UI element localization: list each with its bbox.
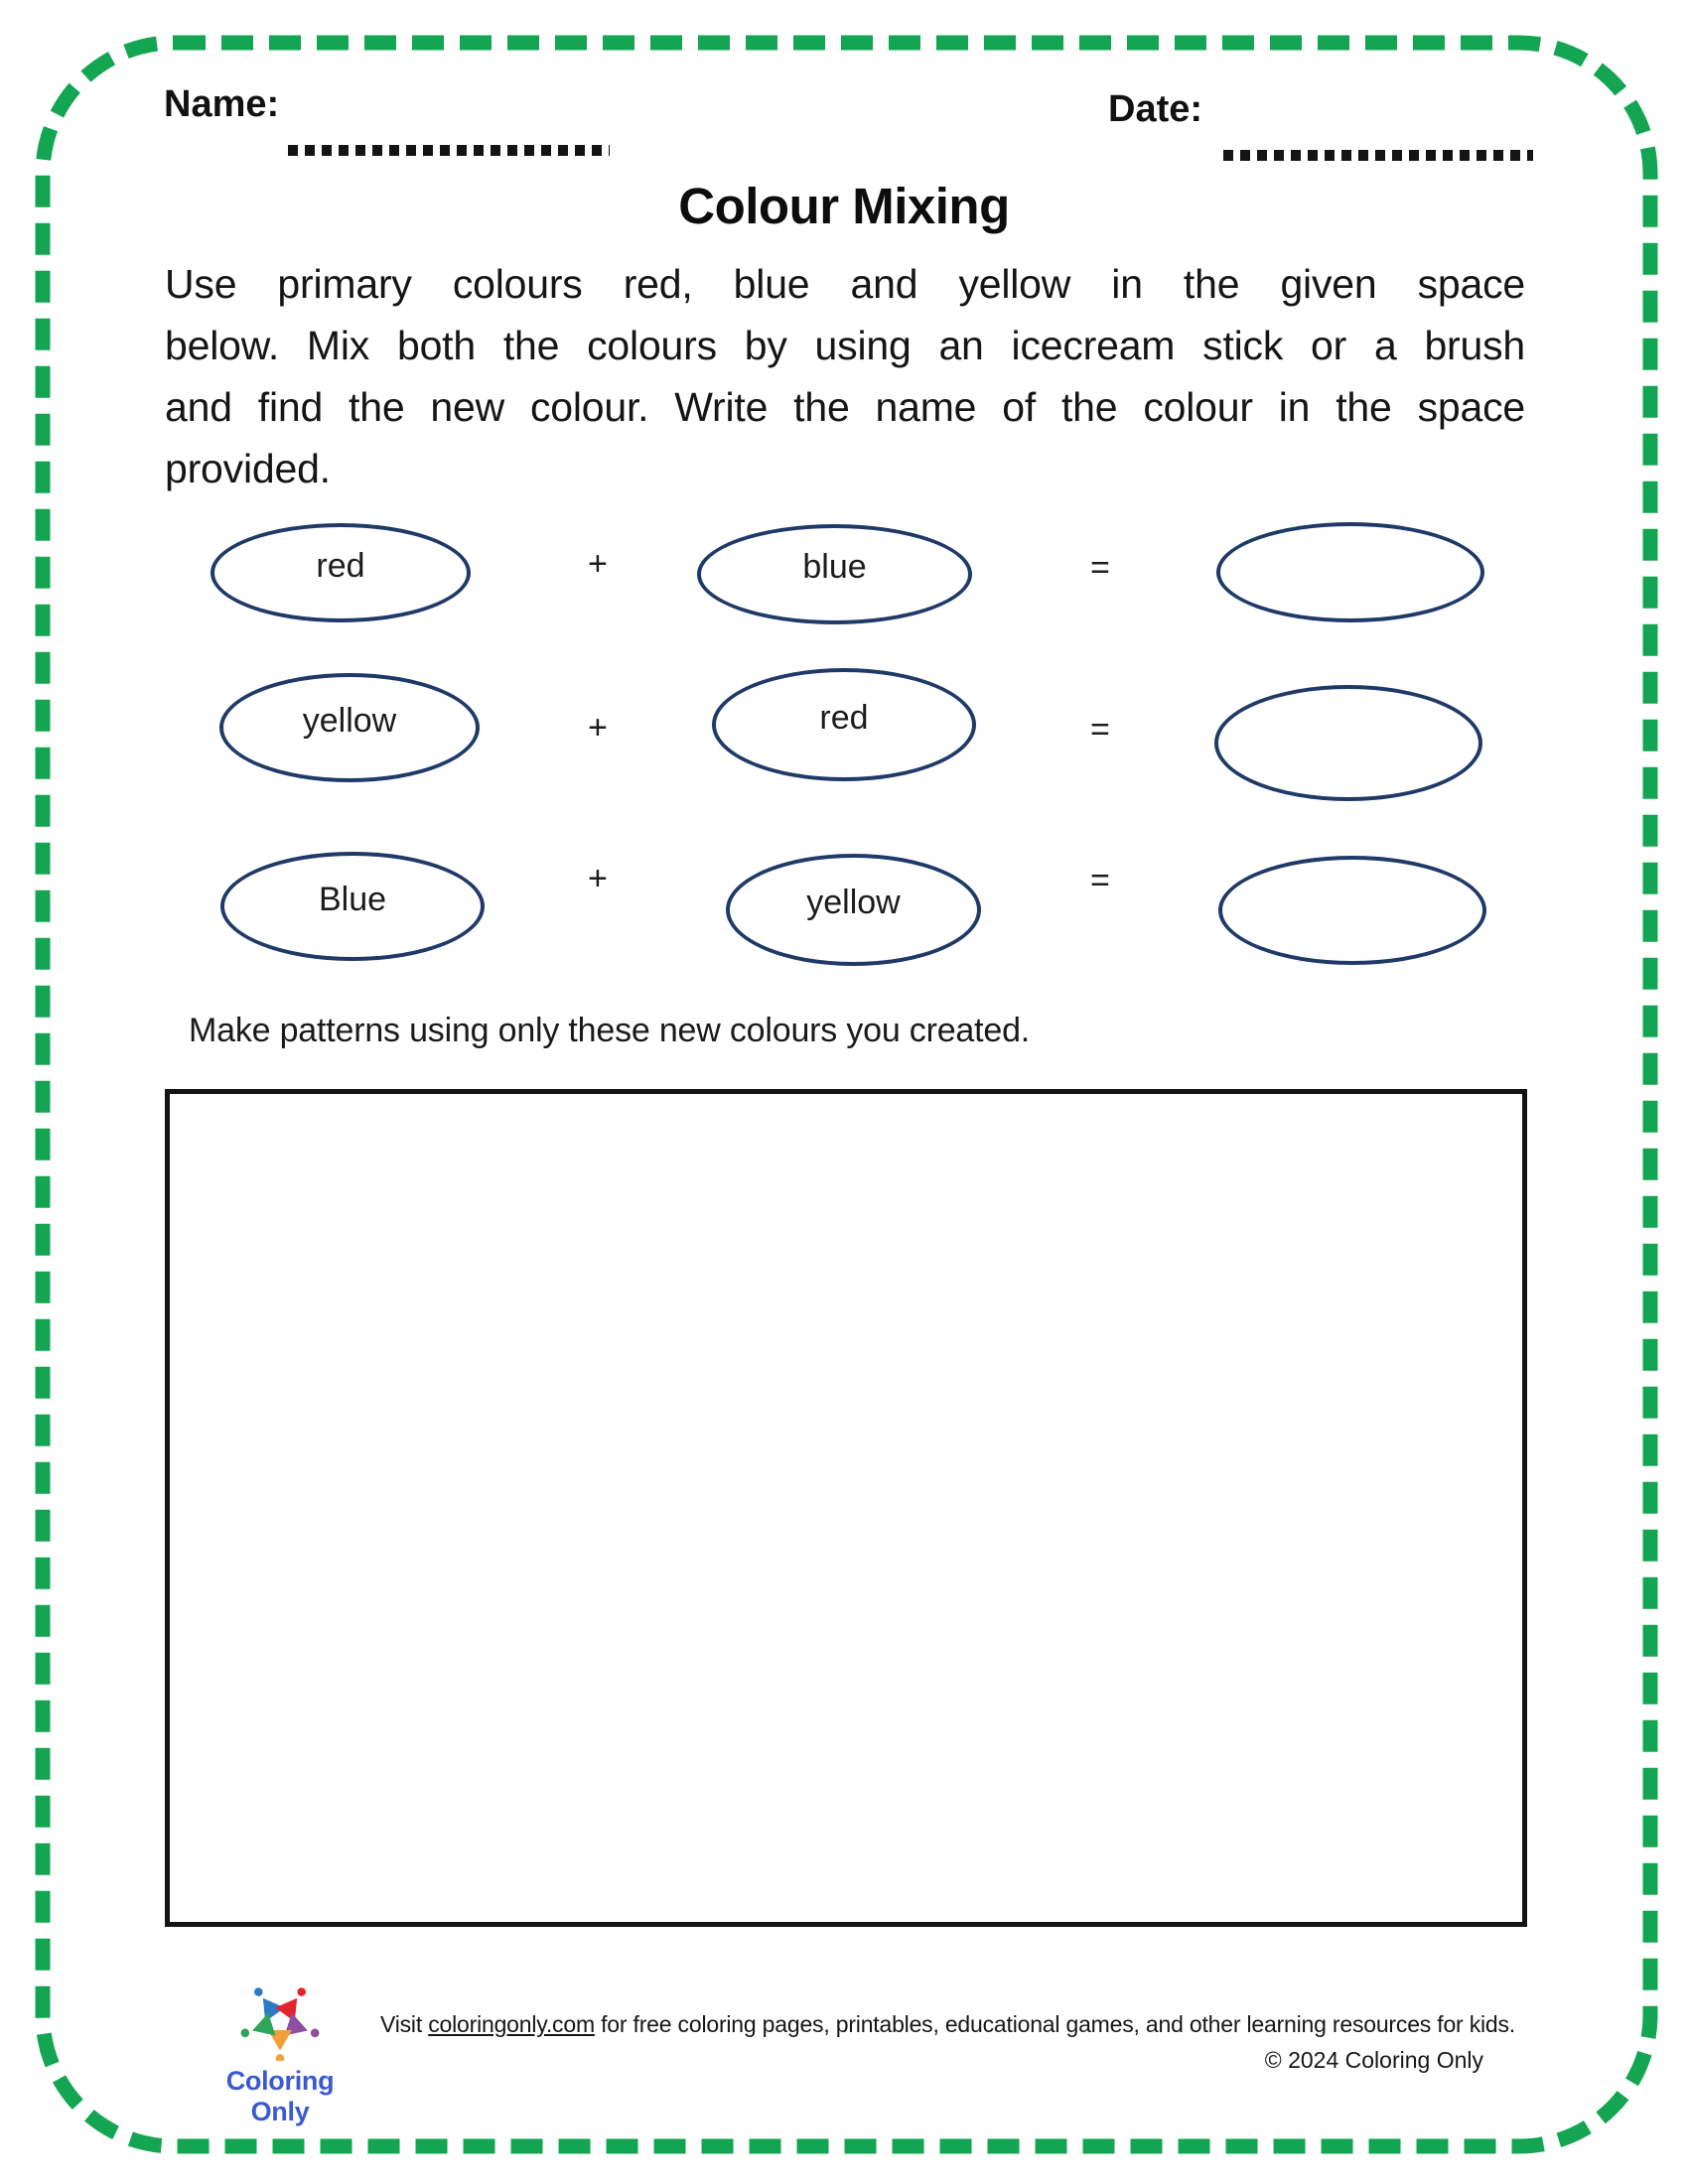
star-people-icon — [232, 1976, 328, 2061]
colour-oval-yellow — [219, 673, 480, 782]
colour-oval-label: blue — [802, 548, 867, 586]
colour-oval-yellow — [726, 854, 981, 966]
pattern-prompt: Make patterns using only these new colours you created. — [189, 1012, 1031, 1049]
colour-oval-label: yellow — [302, 701, 397, 740]
colour-oval-blue — [697, 524, 972, 624]
date-label: Date: — [1108, 88, 1203, 130]
instructions-paragraph — [165, 253, 1525, 499]
colour-oval-red — [211, 523, 471, 622]
date-write-line — [1223, 150, 1533, 161]
pattern-drawing-box[interactable] — [165, 1089, 1527, 1927]
colour-oval-red — [712, 668, 976, 781]
name-label: Name: — [164, 83, 280, 125]
instructions-line: Use primary colours red, blue and yellow in the given space — [165, 261, 1525, 307]
visit-text-suffix: for free coloring pages, printables, educational games, and other learning resources for kids. — [594, 2011, 1515, 2037]
result-oval[interactable] — [1214, 685, 1482, 801]
plus-sign: + — [588, 860, 608, 897]
colour-oval-blue — [220, 852, 485, 961]
colour-oval-label: Blue — [318, 880, 387, 918]
colour-oval-label: yellow — [806, 884, 901, 921]
plus-sign: + — [588, 545, 608, 583]
instructions-line: and find the new colour. Write the name of the colour in the space — [165, 384, 1525, 430]
name-write-line — [288, 145, 610, 156]
logo-wordmark: Coloring Only — [225, 2066, 335, 2126]
page-title: Colour Mixing — [678, 178, 1010, 234]
equals-sign: = — [1090, 711, 1110, 749]
equals-sign: = — [1090, 862, 1110, 899]
coloring-only-logo — [205, 1976, 355, 2127]
colour-oval-label: red — [316, 546, 365, 585]
coloringonly-link[interactable]: coloringonly.com — [428, 2011, 595, 2037]
equals-sign: = — [1090, 549, 1110, 587]
plus-sign: + — [588, 709, 608, 747]
result-oval[interactable] — [1218, 856, 1486, 965]
visit-text-prefix: Visit — [380, 2011, 429, 2037]
instructions-line: below. Mix both the colours by using an icecream stick or a brush — [165, 323, 1525, 368]
colour-oval-label: red — [819, 698, 869, 737]
copyright-text: © 2024 Coloring Only — [1264, 2047, 1483, 2073]
footer-visit-line — [380, 2011, 1515, 2038]
result-oval[interactable] — [1216, 522, 1484, 622]
instructions-line: provided. — [165, 446, 331, 491]
